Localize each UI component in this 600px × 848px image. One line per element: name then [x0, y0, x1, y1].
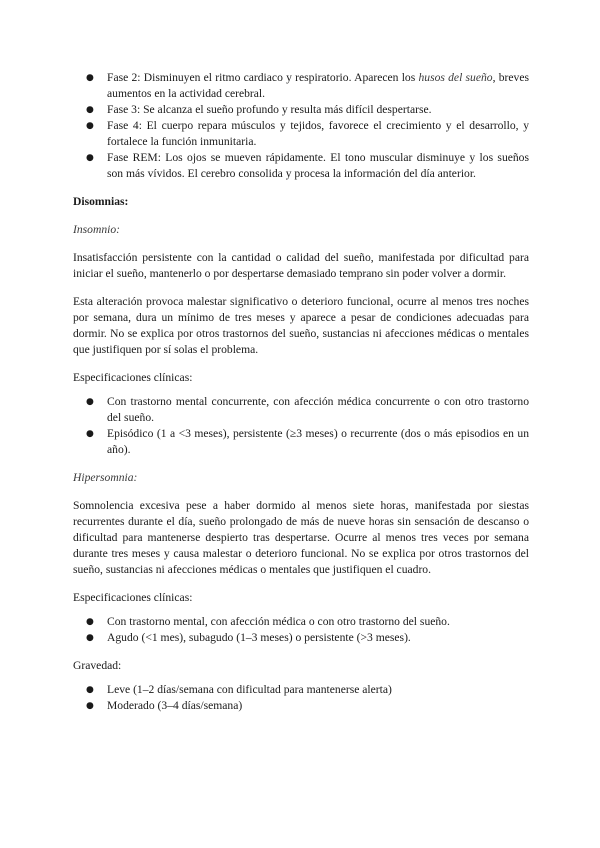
subsection-title: Insomnio:: [73, 223, 121, 236]
list-item: ● Fase 3: Se alcanza el sueño profundo y resulta más difícil despertarse.: [73, 102, 529, 118]
list-item: ● Episódico (1 a <3 meses), persistente (≥3 meses) o recurrente (dos o más episodios en un año).: [73, 426, 529, 458]
list-item: ● Fase 2: Disminuyen el ritmo cardiaco y respiratorio. Aparecen los husos del sueño, breves aumentos en la actividad cerebral.: [73, 70, 529, 102]
document-page: [73, 70, 529, 714]
severity-list: [73, 682, 529, 714]
emphasis-term: husos del sueño: [418, 71, 493, 84]
paragraph: Insatisfacción persistente con la cantidad o calidad del sueño, manifestada por dificultad para iniciar el sueño, mantenerlo o por despertarse demasiado temprano sin poder volver a dormir.: [73, 251, 529, 280]
subsection-title: Hipersomnia:: [73, 471, 138, 484]
list-item: ● Fase 4: El cuerpo repara músculos y tejidos, favorece el crecimiento y el desarrollo, y fortalece la función inmunitaria.: [73, 118, 529, 150]
list-item: ● Agudo (<1 mes), subagudo (1–3 meses) o persistente (>3 meses).: [73, 630, 529, 646]
list-item: ● Con trastorno mental, con afección médica o con otro trastorno del sueño.: [73, 614, 529, 630]
specs-list: [73, 394, 529, 458]
list-item: ● Fase REM: Los ojos se mueven rápidamente. El tono muscular disminuye y los sueños son más vívidos. El cerebro consolida y procesa la información del día anterior.: [73, 150, 529, 182]
list-item: ● Con trastorno mental concurrente, con afección médica concurrente o con otro trastorno del sueño.: [73, 394, 529, 426]
sleep-phases-list: [73, 70, 529, 182]
list-item: ● Moderado (3–4 días/semana): [73, 698, 529, 714]
list-item: ● Leve (1–2 días/semana con dificultad para mantenerse alerta): [73, 682, 529, 698]
spec-label: Especificaciones clínicas:: [73, 591, 193, 604]
paragraph: Esta alteración provoca malestar significativo o deterioro funcional, ocurre al menos tres noches por semana, dura un mínimo de tres meses y aparece a pesar de condiciones adecuadas para dormir. No se explica por otros trastornos del sueño, sustancias ni afecciones médicas o mentales que justifiquen por sí solas el problema.: [73, 295, 529, 356]
section-heading: Disomnias:: [73, 195, 129, 208]
paragraph: Somnolencia excesiva pese a haber dormido al menos siete horas, manifestada por siestas recurrentes durante el día, sueño prolongado de más de nueve horas sin sensación de descanso o dificultad para mantenerse despierto tras despertarse. Ocurre al menos tres veces por semana durante tres meses y causa malestar o deterioro funcional. No se explica por otros trastornos del sueño, sustancias ni afecciones médicas o mentales que justifiquen el cuadro.: [73, 499, 529, 576]
spec-label: Especificaciones clínicas:: [73, 371, 193, 384]
severity-label: Gravedad:: [73, 659, 122, 672]
specs-list: [73, 614, 529, 646]
